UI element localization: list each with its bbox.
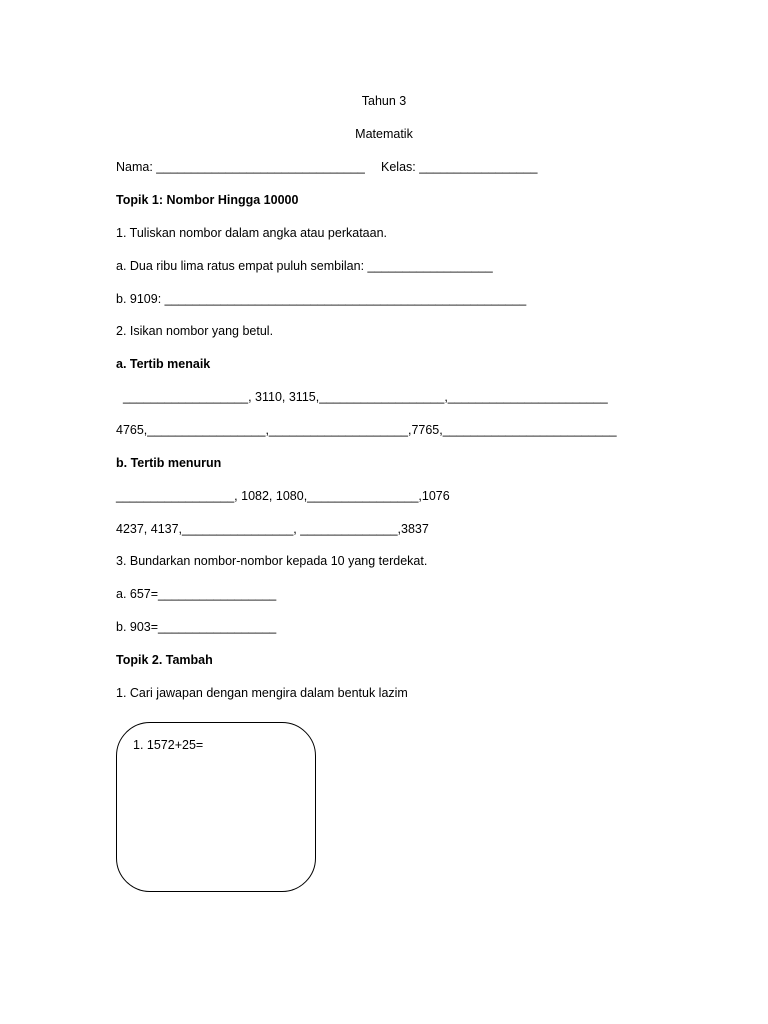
q1-part-a: a. Dua ribu lima ratus empat puluh sembilan: __________________ (116, 259, 493, 273)
class-field-line: Kelas: _________________ (381, 160, 538, 174)
q1-part-b: b. 9109: ____________________________________________________ (116, 292, 527, 306)
q2-descending-row-1: _________________, 1082, 1080,________________,1076 (116, 489, 450, 503)
working-answer-box (116, 722, 316, 892)
q2-part-a-title: a. Tertib menaik (116, 357, 211, 371)
q1-instruction: 1. Tuliskan nombor dalam angka atau perkataan. (116, 226, 388, 240)
box-question: 1. 1572+25= (133, 738, 204, 752)
year-heading: Tahun 3 (361, 94, 407, 108)
topic2-title: Topik 2. Tambah (116, 653, 213, 667)
topic1-title: Topik 1: Nombor Hingga 10000 (116, 193, 299, 207)
topic2-q1-instruction: 1. Cari jawapan dengan mengira dalam bentuk lazim (116, 686, 408, 700)
q2-descending-row-2: 4237, 4137,________________, ______________,3837 (116, 522, 429, 536)
name-field-line: Nama: ______________________________ (116, 160, 365, 174)
q3-instruction: 3. Bundarkan nombor-nombor kepada 10 yang terdekat. (116, 554, 428, 568)
q2-ascending-row-1: __________________, 3110, 3115,__________________,_______________________ (116, 390, 608, 404)
q2-part-b-title: b. Tertib menurun (116, 456, 222, 470)
q3-part-a: a. 657=_________________ (116, 587, 277, 601)
q3-part-b: b. 903=_________________ (116, 620, 277, 634)
q2-ascending-row-2: 4765,_________________,____________________,7765,_________________________ (116, 423, 617, 437)
q2-instruction: 2. Isikan nombor yang betul. (116, 324, 274, 338)
subject-heading: Matematik (355, 127, 413, 141)
